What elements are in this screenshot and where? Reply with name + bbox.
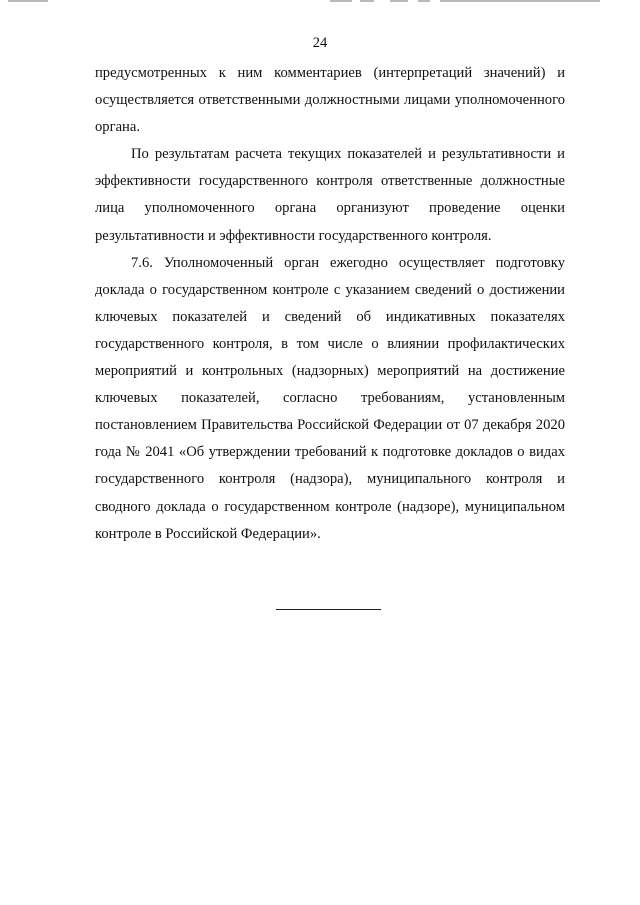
scan-edge-marks	[0, 0, 640, 4]
paragraph-results: По результатам расчета текущих показателей и результативности и эффективности государственного контроля ответственные должностные лица уполномоченного органа организуют проведение оценки результативности и эффективности государственного контроля.	[95, 146, 565, 244]
paragraph-7-6: 7.6. Уполномоченный орган ежегодно осуществляет подготовку доклада о государственном контроле с указанием сведений о достижении ключевых показателей и сведений об индикативных показателях государственного контроля, в том числе о влиянии профилактических мероприятий и контрольных (надзорных) мероприятий на достижение ключевых показателей, согласно требованиям, установленным постановлением Правительства Российской Федерации от 07 декабря 2020 года № 2041 «Об утверждении требований к подготовке докладов о видах государственного контроля (надзора), муниципального контроля и сводного доклада о государственном контроле (надзоре), муниципальном контроле в Российской Федерации».	[95, 254, 565, 542]
paragraph-continuation: предусмотренных к ним комментариев (интерпретаций значений) и осуществляется ответственными должностными лицами уполномоченного органа.	[95, 65, 565, 136]
page-number: 24	[312, 35, 328, 51]
end-separator-line	[276, 609, 381, 610]
body-text	[95, 60, 565, 548]
